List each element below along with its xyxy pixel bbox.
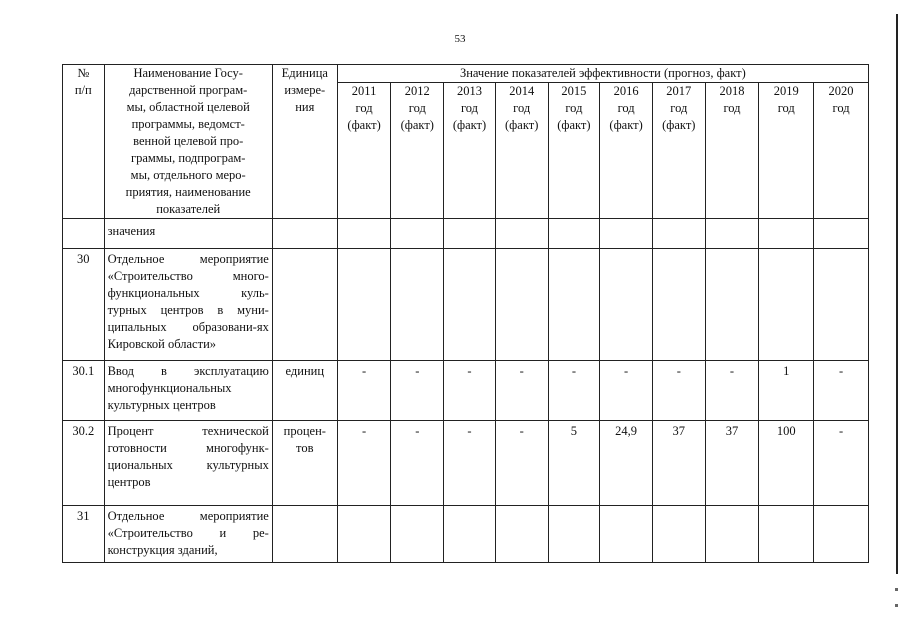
row-value: - <box>391 361 444 421</box>
row-value <box>337 219 391 249</box>
row-value <box>600 249 653 361</box>
header-year-word: год <box>723 101 741 116</box>
row-number: 30.2 <box>63 421 105 506</box>
row-value <box>495 249 548 361</box>
header-unit: Единица измере- ния <box>272 65 337 219</box>
row-value: 100 <box>759 421 814 506</box>
page-number: 53 <box>454 33 466 45</box>
header-year-year: 2019 <box>773 84 799 99</box>
header-year-word: год <box>460 101 479 116</box>
scan-speck <box>895 588 898 591</box>
header-year-cell <box>444 83 496 219</box>
row-unit: процен-тов <box>272 421 337 506</box>
table-row <box>63 506 869 563</box>
row-value: - <box>337 421 391 506</box>
header-no: № п/п <box>63 65 105 219</box>
row-value <box>548 219 600 249</box>
row-value <box>814 506 869 563</box>
header-year-cell <box>759 83 814 219</box>
header-year-cell <box>705 83 759 219</box>
row-unit <box>272 249 337 361</box>
header-year-cell <box>814 83 869 219</box>
header-year-word: год <box>670 101 688 116</box>
row-value: - <box>495 361 548 421</box>
row-number <box>63 219 105 249</box>
header-row-1 <box>63 65 869 83</box>
row-name: Отдельное мероприятие «Строительство и ре-конструкция зданий, <box>104 506 272 563</box>
row-value <box>337 249 391 361</box>
row-value <box>337 506 391 563</box>
row-value <box>705 506 759 563</box>
row-value <box>600 506 653 563</box>
row-value: - <box>705 361 759 421</box>
header-year-note: (факт) <box>557 118 591 133</box>
header-year-note: (факт) <box>505 118 539 133</box>
row-unit <box>272 219 337 249</box>
header-year-cell <box>600 83 653 219</box>
header-year-note: (факт) <box>452 118 487 133</box>
header-year-note: (факт) <box>609 118 643 133</box>
row-value <box>652 506 705 563</box>
row-value <box>652 219 705 249</box>
row-value <box>548 506 600 563</box>
row-value: - <box>391 421 444 506</box>
row-value <box>759 219 814 249</box>
header-year-cell <box>495 83 548 219</box>
row-value <box>652 249 705 361</box>
row-name: Процент технической готовности многофунк-циональных культурных центров <box>104 421 272 506</box>
row-value: - <box>495 421 548 506</box>
row-value: 37 <box>705 421 759 506</box>
header-group-title: Значение показателей эффективности (прогноз, факт) <box>337 65 868 83</box>
row-value: - <box>652 361 705 421</box>
row-value <box>600 219 653 249</box>
row-name: Ввод в эксплуатацию многофункциональных культурных центров <box>104 361 272 421</box>
row-value: 1 <box>759 361 814 421</box>
table-row <box>63 421 869 506</box>
row-value <box>391 506 444 563</box>
header-year-word: год <box>355 101 373 116</box>
row-value: 24,9 <box>600 421 653 506</box>
row-value: - <box>337 361 391 421</box>
row-value <box>814 219 869 249</box>
row-value <box>705 219 759 249</box>
header-year-year: 2013 <box>456 84 482 99</box>
header-year-word: год <box>617 101 635 116</box>
row-value <box>391 219 444 249</box>
header-year-year: 2018 <box>719 84 745 99</box>
row-value: - <box>444 421 496 506</box>
row-value <box>495 506 548 563</box>
row-value <box>391 249 444 361</box>
row-value <box>444 249 496 361</box>
row-value <box>548 249 600 361</box>
header-year-word: год <box>408 101 426 116</box>
row-value <box>814 249 869 361</box>
table-row <box>63 249 869 361</box>
row-name: Отдельное мероприятие «Строительство много-функциональных куль-турных центров в муни-ципальных образовани-ях Кировской области» <box>104 249 272 361</box>
row-value: 5 <box>548 421 600 506</box>
row-value <box>444 506 496 563</box>
row-number: 30 <box>63 249 105 361</box>
row-value: 37 <box>652 421 705 506</box>
header-year-year: 2012 <box>404 84 430 99</box>
header-name: Наименование Госу- дарственной програм- мы, областной целевой программы, ведомст- венной целевой про- граммы, подпрограм- мы, отдельного меро- приятия, наименование показателей <box>104 65 272 219</box>
header-year-year: 2017 <box>666 84 692 99</box>
row-unit: единиц <box>272 361 337 421</box>
header-year-word: год <box>565 101 583 116</box>
row-value <box>759 506 814 563</box>
header-year-cell <box>337 83 391 219</box>
row-value <box>444 219 496 249</box>
row-unit <box>272 506 337 563</box>
row-value: - <box>814 361 869 421</box>
row-name: значения <box>104 219 272 249</box>
header-year-cell <box>391 83 444 219</box>
row-value: - <box>814 421 869 506</box>
header-year-note: (факт) <box>347 118 381 133</box>
header-year-word: год <box>832 101 850 116</box>
indicators-table <box>62 64 869 563</box>
row-value <box>759 249 814 361</box>
header-year-year: 2020 <box>828 84 854 99</box>
header-year-cell <box>652 83 705 219</box>
header-year-year: 2015 <box>561 84 587 99</box>
header-year-word: год <box>777 101 795 116</box>
header-year-year: 2016 <box>613 84 639 99</box>
row-value: - <box>600 361 653 421</box>
header-year-note: (факт) <box>400 118 434 133</box>
row-value: - <box>444 361 496 421</box>
scan-speck <box>895 604 898 607</box>
header-year-note: (факт) <box>662 118 696 133</box>
page-edge-line <box>896 14 898 574</box>
header-year-word: год <box>513 101 531 116</box>
row-number: 31 <box>63 506 105 563</box>
table-row <box>63 219 869 249</box>
header-year-year: 2011 <box>351 84 377 99</box>
row-value <box>705 249 759 361</box>
row-number: 30.1 <box>63 361 105 421</box>
row-value: - <box>548 361 600 421</box>
header-year-year: 2014 <box>509 84 535 99</box>
header-year-cell <box>548 83 600 219</box>
table-row <box>63 361 869 421</box>
row-value <box>495 219 548 249</box>
